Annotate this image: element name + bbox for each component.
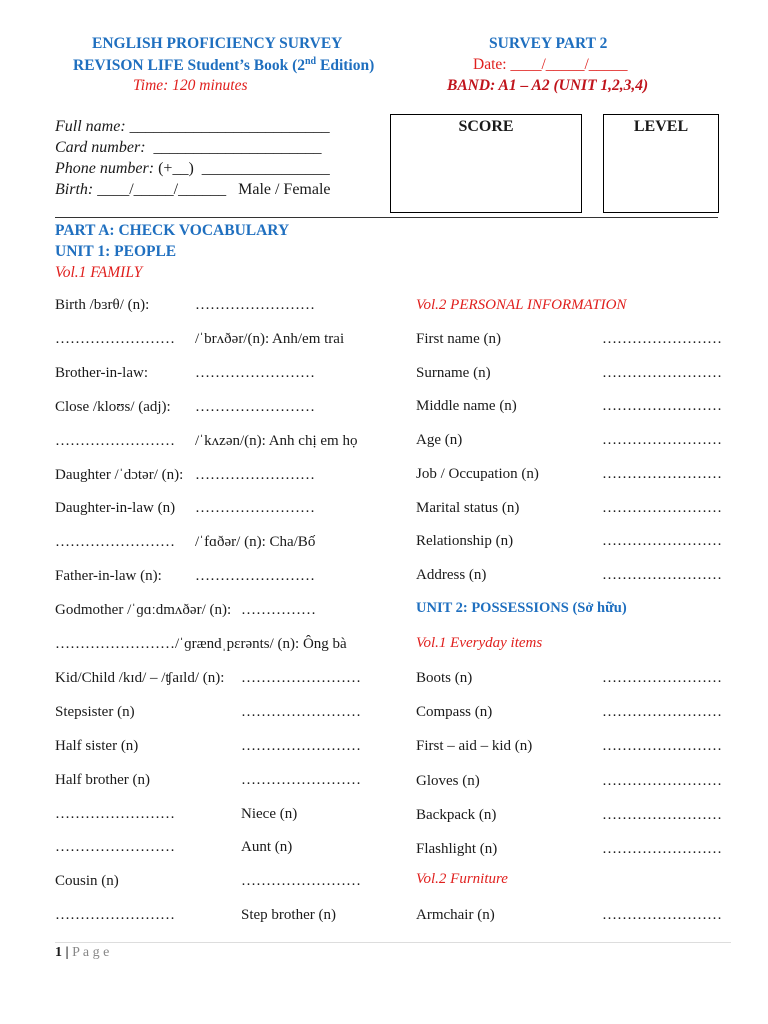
score-label: SCORE: [458, 118, 514, 135]
answer-blank[interactable]: ……………………: [602, 432, 722, 449]
vocab-term: Father-in-law (n):: [55, 568, 162, 585]
score-box[interactable]: [390, 114, 582, 213]
answer-blank[interactable]: ……………………: [602, 364, 722, 381]
vocab-term: Step brother (n): [241, 907, 336, 924]
vocab-term: Niece (n): [241, 805, 298, 822]
page-word: P a g e: [72, 945, 110, 960]
answer-blank[interactable]: ……………………: [55, 907, 175, 924]
vocab-term: Age (n): [416, 432, 463, 449]
answer-blank[interactable]: ……………………: [241, 771, 361, 788]
vocab-term: Daughter /ˈdɔtər/ (n):: [55, 466, 184, 483]
birth-field[interactable]: [55, 181, 331, 199]
vocab-term: Godmother /ˈɡɑːdmʌðər/ (n):: [55, 602, 232, 619]
phone-code[interactable]: (+__): [158, 160, 194, 177]
full-name-label: Full name:: [55, 118, 126, 135]
vocab-term: Flashlight (n): [416, 841, 498, 857]
level-box[interactable]: [603, 114, 719, 213]
page-number: 1: [55, 945, 62, 960]
card-number-field[interactable]: [55, 139, 322, 157]
unit1-title: UNIT 1: PEOPLE: [55, 243, 177, 260]
vocab-term: Job / Occupation (n): [416, 465, 539, 482]
vocab-term: Daughter-in-law (n): [55, 500, 176, 517]
vocab-term: Backpack (n): [416, 806, 497, 823]
vocab-term: First name (n): [416, 331, 501, 347]
page-footer: [55, 945, 109, 961]
answer-blank[interactable]: ……………………: [241, 703, 361, 720]
answer-blank[interactable]: ……………………: [195, 297, 315, 313]
vocab-term: Cousin (n): [55, 873, 119, 890]
vocab-term: Address (n): [416, 566, 487, 583]
answer-blank[interactable]: ……………………: [602, 841, 722, 857]
answer-blank[interactable]: ……………………: [195, 398, 315, 415]
gender-options[interactable]: Male / Female: [238, 181, 331, 198]
vol2-furniture-title: Vol.2 Furniture: [416, 871, 508, 887]
answer-blank[interactable]: ……………………: [602, 772, 722, 789]
card-number-blank[interactable]: _____________________: [153, 139, 322, 156]
unit2-title: UNIT 2: POSSESSIONS (Sở hữu): [416, 600, 627, 616]
answer-blank[interactable]: ……………………: [55, 432, 175, 449]
answer-blank[interactable]: ……………………: [602, 907, 722, 923]
vocab-term: /ˈbrʌðər/(n): Anh/em trai: [195, 330, 345, 347]
answer-blank[interactable]: ……………………: [55, 805, 175, 822]
vocab-term: Gloves (n): [416, 772, 480, 789]
part-a-title: PART A: CHECK VOCABULARY: [55, 222, 290, 239]
answer-blank[interactable]: ……………………: [55, 534, 175, 551]
answer-blank[interactable]: ……………………: [55, 839, 175, 856]
vocab-term: /ˈfɑðər/ (n): Cha/Bố: [195, 534, 316, 551]
vocab-term: Kid/Child /kɪd/ – /ʧaɪld/ (n):: [55, 669, 225, 686]
full-name-blank[interactable]: _________________________: [129, 118, 330, 135]
answer-blank[interactable]: ……………………: [195, 500, 315, 517]
vocab-term: Close /kloʊs/ (adj):: [55, 398, 171, 415]
answer-blank[interactable]: ……………………: [602, 398, 722, 415]
answer-blank[interactable]: ……………: [241, 602, 316, 619]
vocab-term: Marital status (n): [416, 499, 520, 516]
page-separator: |: [62, 945, 73, 960]
vocab-term: Compass (n): [416, 704, 493, 721]
survey-title: ENGLISH PROFICIENCY SURVEY: [92, 35, 343, 52]
vocab-term: Aunt (n): [241, 839, 293, 856]
answer-blank[interactable]: ……………………: [602, 331, 722, 347]
answer-blank[interactable]: ……………………: [602, 670, 722, 686]
vol1-family-title: Vol.1 FAMILY: [55, 264, 143, 281]
phone-number-label: Phone number:: [55, 160, 155, 177]
answer-blank[interactable]: ……………………: [602, 533, 722, 550]
answer-blank[interactable]: ……………………: [602, 465, 722, 482]
part-title: SURVEY PART 2: [489, 35, 608, 52]
vocab-term: /ˈkʌzən/(n): Anh chị em họ: [195, 432, 358, 449]
vol2-personal-title: Vol.2 PERSONAL INFORMATION: [416, 297, 627, 313]
vocab-term: Stepsister (n): [55, 703, 135, 720]
birth-blank[interactable]: ____/_____/______: [97, 181, 227, 198]
book-title: [73, 56, 374, 75]
vocab-term: Boots (n): [416, 670, 473, 686]
vocab-term: Half brother (n): [55, 771, 150, 788]
card-number-label: Card number:: [55, 139, 146, 156]
phone-number-field[interactable]: [55, 160, 330, 178]
answer-blank[interactable]: ……………………: [602, 738, 722, 755]
answer-blank[interactable]: ……………………: [241, 873, 361, 890]
vocab-term: Birth /bɜrθ/ (n):: [55, 297, 150, 313]
vocab-term: Relationship (n): [416, 533, 514, 550]
answer-blank[interactable]: ……………………: [602, 704, 722, 721]
answer-blank[interactable]: ……………………: [602, 566, 722, 583]
book-title-pre: REVISON LIFE Student’s Book (2: [73, 57, 305, 75]
answer-blank[interactable]: ……………………: [55, 330, 175, 347]
vocab-term: Brother-in-law:: [55, 364, 149, 381]
vocab-term: Half sister (n): [55, 737, 139, 754]
birth-label: Birth:: [55, 181, 94, 198]
vocab-term: ……………………/ˈɡrændˌpɛrənts/ (n): Ông bà: [55, 636, 347, 652]
answer-blank[interactable]: ……………………: [602, 499, 722, 516]
band-label: BAND: A1 – A2 (UNIT 1,2,3,4): [447, 77, 649, 94]
answer-blank[interactable]: ……………………: [195, 364, 315, 381]
answer-blank[interactable]: ……………………: [195, 466, 315, 483]
phone-number-blank[interactable]: ________________: [201, 160, 330, 177]
answer-blank[interactable]: ……………………: [195, 568, 315, 585]
answer-blank[interactable]: ……………………: [241, 669, 361, 686]
header-divider: [55, 217, 718, 218]
book-title-sup: nd: [304, 56, 317, 67]
vocab-term: Surname (n): [416, 364, 491, 381]
level-label: LEVEL: [633, 118, 689, 135]
full-name-field[interactable]: [55, 118, 330, 136]
vocab-term: Middle name (n): [416, 398, 517, 415]
book-title-post: Edition): [316, 57, 375, 75]
survey-date: Date: ____/_____/_____: [473, 56, 628, 73]
vol1-items-title: Vol.1 Everyday items: [416, 635, 543, 651]
time-limit: Time: 120 minutes: [133, 77, 248, 94]
answer-blank[interactable]: ……………………: [241, 737, 361, 754]
vocab-term: First – aid – kid (n): [416, 738, 533, 755]
answer-blank[interactable]: ……………………: [602, 806, 722, 823]
vocab-term: Armchair (n): [416, 907, 495, 923]
footer-divider: [55, 942, 731, 943]
